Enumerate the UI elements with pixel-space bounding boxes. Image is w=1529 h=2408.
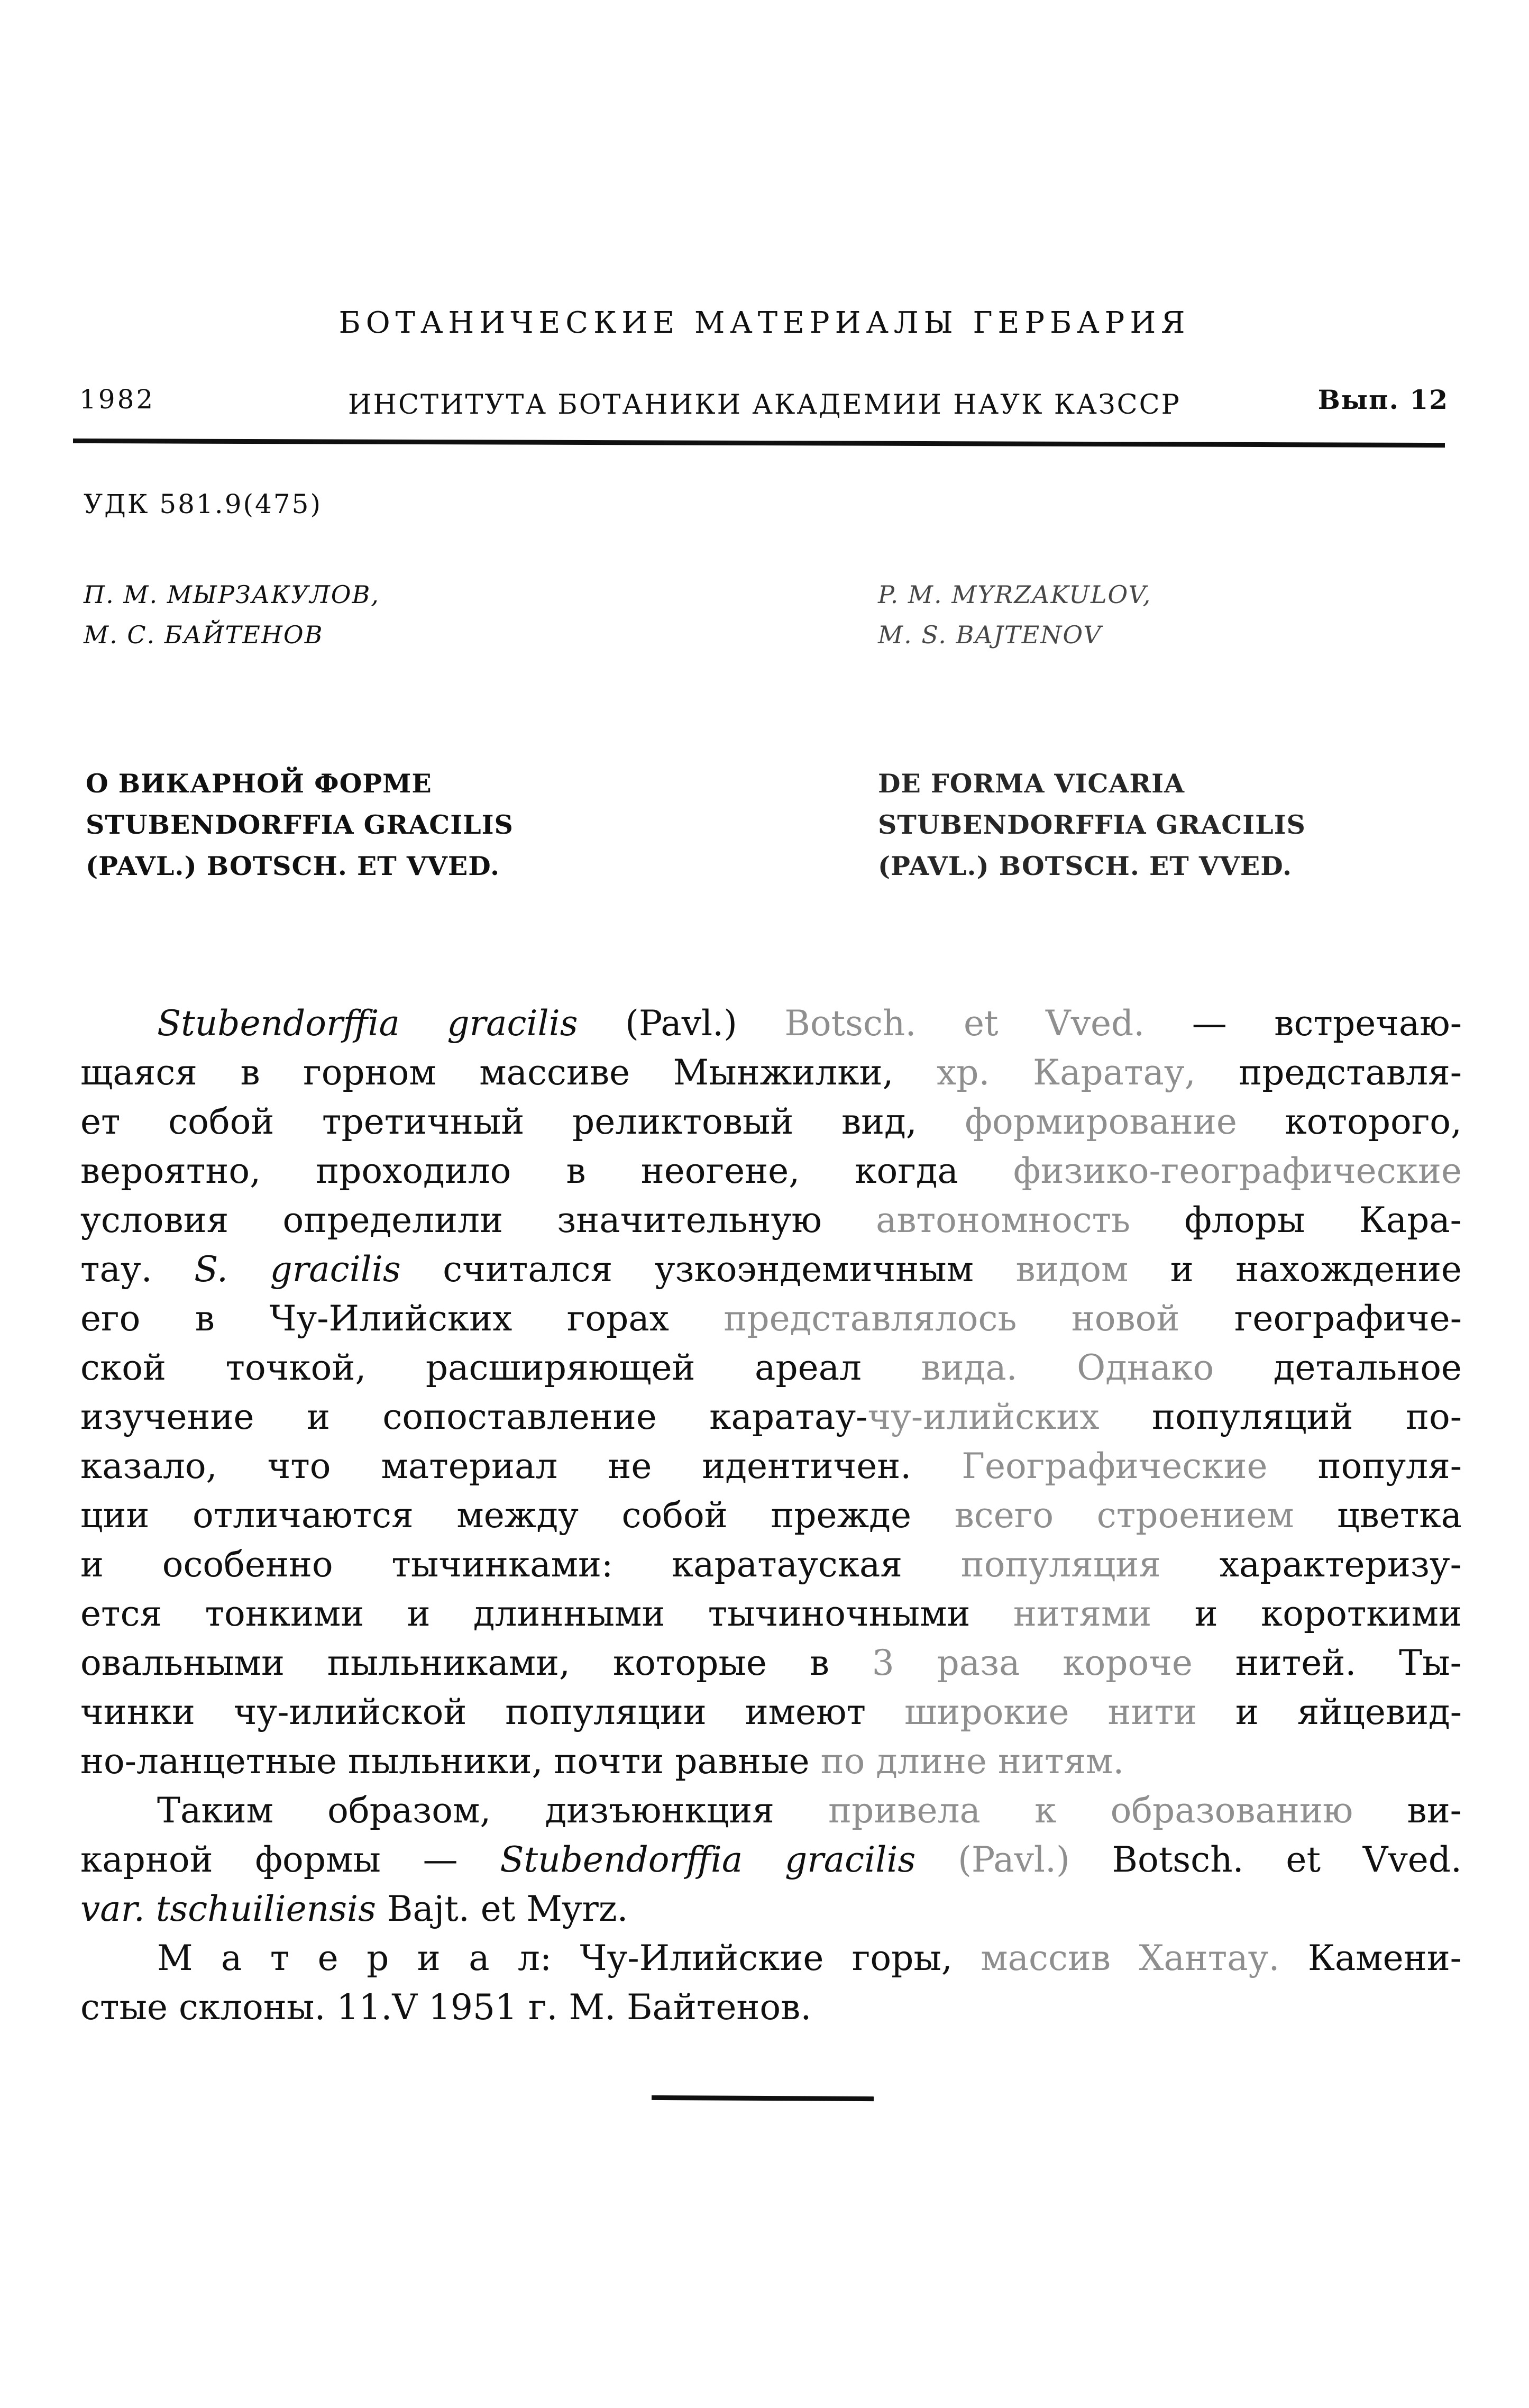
end-divider [652,2095,874,2101]
text-segment: массив Хантау. [981,1938,1280,1978]
text-segment: популя- [1267,1446,1462,1486]
authors-latin [878,574,1151,655]
text-segment: Камени- [1279,1938,1462,1978]
body-line [80,1491,1462,1540]
article-title-russian [86,763,514,887]
text-segment: казало, что материал не идентичен. [80,1446,962,1486]
text-segment: популяций по- [1099,1397,1462,1437]
text-segment: ет собой третичный реликтовый вид, [80,1101,965,1142]
body-line [80,1048,1462,1097]
text-segment: формирование [965,1101,1237,1142]
text-segment: S. gracilis [194,1249,401,1290]
author-line: M. S. BAJTENOV [878,621,1102,649]
text-segment: характеризу- [1160,1544,1462,1585]
title-line: (PAVL.) BOTSCH. ET VVED. [878,851,1293,881]
text-segment: чинки чу-илийской популяции имеют [80,1692,904,1732]
journal-title: БОТАНИЧЕСКИЕ МАТЕРИАЛЫ ГЕРБАРИЯ [338,306,1191,340]
body-line [80,999,1462,1048]
body-line [80,1933,1462,1983]
text-segment: (Pavl.) [578,1003,785,1044]
institute-label: ИНСТИТУТА БОТАНИКИ АКАДЕМИИ НАУК КАЗССР [348,389,1181,421]
text-segment: Botsch. et Vved. [784,1003,1145,1044]
body-line [80,1442,1462,1491]
text-segment: тау. [80,1249,195,1290]
body-line [80,1638,1462,1688]
body-line [80,1786,1462,1835]
body-line [80,1245,1462,1294]
text-segment: овальными пыльниками, которые в [80,1643,872,1683]
text-segment: видом [1015,1249,1129,1290]
text-segment: — встречаю- [1145,1003,1462,1044]
text-segment: изучение и сопоставление каратау- [80,1397,868,1437]
author-line: М. С. БАЙТЕНОВ [84,621,324,649]
text-segment: по длине нитям. [820,1741,1124,1782]
text-segment: Stubendorffia gracilis [500,1839,916,1880]
text-segment: хр. Каратау, [937,1052,1196,1093]
title-line: О ВИКАРНОЙ ФОРМЕ [86,768,432,799]
body-line [80,1097,1462,1146]
text-segment: географиче- [1179,1298,1462,1339]
text-segment: представля- [1195,1052,1462,1093]
text-segment: флоры Кара- [1130,1200,1462,1241]
text-segment: всего строением [954,1495,1294,1536]
text-segment: ции отличаются между собой прежде [80,1495,955,1536]
text-segment: чу-илийских [867,1397,1100,1437]
text-segment: вероятно, проходило в неогене, когда [80,1151,1013,1191]
text-segment: и нахождение [1128,1249,1462,1290]
article-title-latin [878,763,1306,887]
text-segment: и яйцевид- [1196,1692,1462,1732]
text-segment: щаяся в горном массиве Мынжилки, [80,1052,937,1093]
text-segment: ви- [1353,1790,1462,1831]
text-segment: Географические [962,1446,1268,1486]
body-line [80,1392,1462,1442]
text-segment: var. tschuiliensis [80,1889,377,1929]
text-segment: детальное [1214,1347,1462,1388]
text-segment: ской точкой, расширяющей ареал [80,1347,921,1388]
title-line: DE FORMA VICARIA [878,768,1185,799]
body-line [80,1983,1462,2032]
header-rule [73,439,1445,448]
text-segment: цветка [1294,1495,1462,1536]
text-segment: и короткими [1151,1593,1462,1634]
text-segment: 3 раза короче [872,1643,1193,1683]
issue-label: Вып. 12 [1317,384,1449,415]
text-segment: Bajt. et Myrz. [376,1889,628,1929]
text-segment: автономность [876,1200,1131,1241]
text-segment: и особенно тычинками: каратауская [80,1544,961,1585]
text-segment: стые склоны. 11.V 1951 г. М. Байтенов. [80,1987,812,2028]
body-line [80,1589,1462,1638]
text-segment: широкие нити [904,1692,1197,1732]
body-line [80,1294,1462,1343]
title-line: (PAVL.) BOTSCH. ET VVED. [86,851,500,881]
body-line [80,1835,1462,1884]
body-line [80,1737,1462,1786]
title-line: STUBENDORFFIA GRACILIS [878,809,1306,840]
text-segment: популяция [960,1544,1161,1585]
text-segment: ется тонкими и длинными тычиночными [80,1593,1013,1634]
text-segment: нитями [1013,1593,1152,1634]
text-segment: карной формы — [80,1839,500,1880]
text-segment: (Pavl.) [915,1839,1070,1880]
body-text [80,999,1462,2032]
title-line: STUBENDORFFIA GRACILIS [86,809,514,840]
text-segment: физико-географические [1013,1151,1462,1191]
body-line [80,1688,1462,1737]
text-segment: Stubendorffia gracilis [157,1003,578,1044]
text-segment: которого, [1237,1101,1462,1142]
text-segment: условия определили значительную [80,1200,876,1241]
text-segment: Таким образом, дизъюнкция [157,1790,829,1831]
author-line: P. M. MYRZAKULOV, [878,580,1152,609]
text-segment: Botsch. et Vved. [1069,1839,1462,1880]
text-segment: представлялось новой [724,1298,1180,1339]
author-line: П. М. МЫРЗАКУЛОВ, [84,580,380,609]
body-line [80,1196,1462,1245]
body-line [80,1540,1462,1589]
text-segment: его в Чу-Илийских горах [80,1298,724,1339]
udk-code: УДК 581.9(475) [84,489,322,519]
text-segment: считался узкоэндемичным [400,1249,1016,1290]
year-label: 1982 [79,384,155,415]
text-segment: но-ланцетные пыльники, почти равные [80,1741,821,1782]
body-line [80,1884,1462,1933]
authors-russian [84,574,380,655]
text-segment: вида. Однако [921,1347,1214,1388]
text-segment: М а т е р и а л: Чу-Илийские горы, [157,1938,981,1978]
body-line [80,1343,1462,1392]
article-titles-block [86,763,1461,895]
text-segment: нитей. Ты- [1192,1643,1462,1683]
text-segment: привела к образованию [828,1790,1353,1831]
authors-block [84,574,1459,664]
body-line [80,1146,1462,1196]
